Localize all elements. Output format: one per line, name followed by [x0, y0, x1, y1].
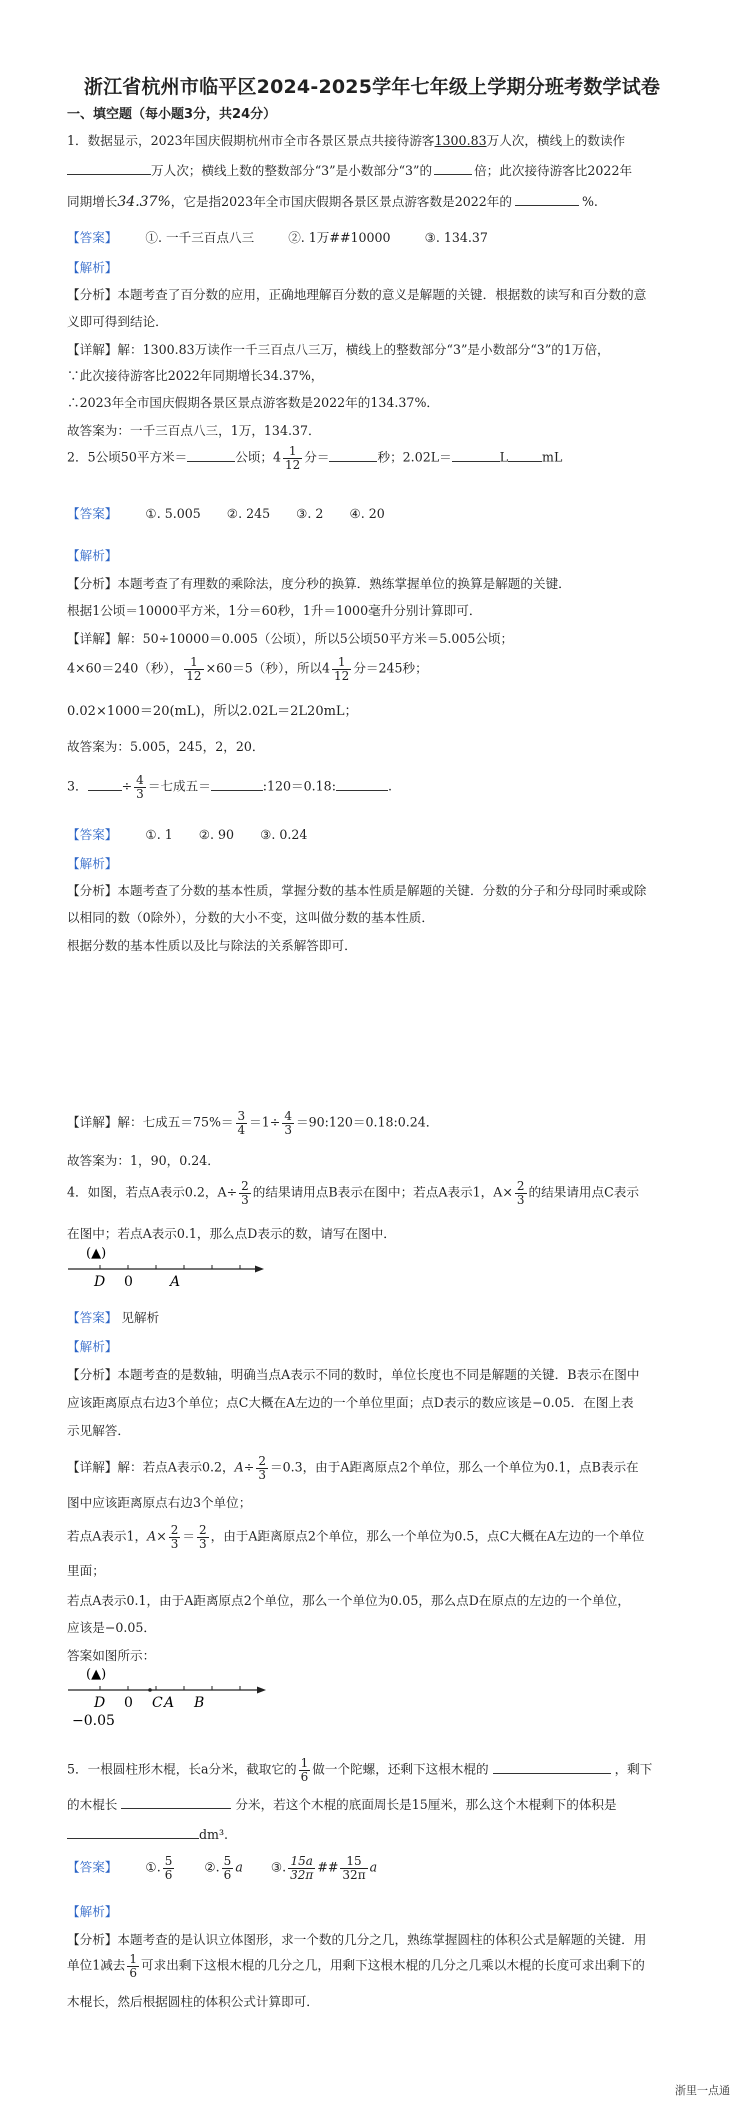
point-label-b: B	[194, 1695, 205, 1711]
q1-xiangjie-1: 【详解】解：1300.83万读作一千三百点八三万，横线上的整数部分“3”是小数部分“3”的1万倍，	[67, 342, 610, 357]
footer-brand: 浙里一点通	[675, 2084, 730, 2097]
number-line-answer	[60, 1663, 274, 1733]
negative-value-label: −0.05	[72, 1713, 115, 1729]
q2-answer: 【答案】 ①. 5.005 ②. 245 ③. 2 ④. 20	[67, 506, 385, 521]
fraction: $\frac{1}{6}$	[129, 1952, 138, 1980]
fraction: $\frac{5}{6}$	[223, 1854, 232, 1882]
q4-xiangjie-5: 若点A表示0.1，由于A距离原点2个单位，那么一个单位为0.05，那么点D在原点的左边的一个单位，	[67, 1593, 630, 1608]
q5-fenxi-2: 单位1减去 $\frac{1}{6}$ 可求出剩下这根木棍的几分之几，用剩下这根木棍的几分之几乘以木棍的长度可求出剩下的	[67, 1952, 645, 1980]
blank	[493, 1761, 611, 1774]
q2-fenxi: 【分析】本题考查了有理数的乘除法，度分秒的换算．熟练掌握单位的换算是解题的关键．	[67, 576, 571, 591]
fraction: $\frac{2}{3}$	[198, 1523, 207, 1551]
q4-analysis-label: 【解析】	[67, 1339, 118, 1354]
blank	[211, 778, 263, 791]
q1-fenxi-2: 义即可得到结论．	[67, 314, 168, 329]
q3-xiangjie-2: 故答案为：1，90，0.24．	[67, 1153, 220, 1168]
q5-fenxi-3: 木棍长，然后根据圆柱的体积公式计算即可．	[67, 1994, 319, 2009]
q1-line1: 1．数据显示，2023年国庆假期杭州市全市各景区景点共接待游客1300.83万人次，横线上的数读作	[67, 133, 626, 148]
q1-answer: 【答案】 ①. 一千三百点八三 ②. 1万##10000 ③. 134.37	[67, 230, 488, 245]
point-label-a: A	[170, 1274, 181, 1290]
q5-stem-2: 的木棍长 分米，若这个木棍的底面周长是15厘米，那么这个木棍剩下的体积是	[67, 1797, 617, 1812]
q2-stem: 2．5公顷50平方米＝ 公顷；4 $\frac{1}{12}$ 分＝ 秒；2.02L＝ L mL	[67, 444, 563, 472]
q2-xiangjie-3: 0.02×1000＝20(mL)，所以2.02L＝2L20mL；	[67, 704, 358, 719]
fraction: $\frac{15}{32\pi}$	[342, 1854, 366, 1882]
q4-fenxi-3: 示见解答．	[67, 1423, 130, 1438]
q1-fenxi-1: 【分析】本题考查了百分数的应用，正确地理解百分数的意义是解题的关键．根据数的读写和百分数的意	[67, 287, 647, 302]
q2-xiangjie-2: 4×60＝240（秒）， $\frac{1}{12}$ ×60＝5（秒），所以4 $\frac{1}{12}$ 分＝245秒；	[67, 655, 428, 683]
arrow-right-icon	[255, 1266, 264, 1273]
fraction: $\frac{1}{6}$	[300, 1756, 309, 1784]
q3-basis: 根据分数的基本性质以及比与除法的关系解答即可．	[67, 938, 357, 953]
q1-xiangjie-4: 故答案为：一千三百点八三，1万，134.37．	[67, 423, 321, 438]
blank	[121, 1796, 231, 1809]
q1-line2: 万人次；横线上数的整数部分“3”是小数部分“3”的 倍；此次接待游客比2022年	[67, 160, 632, 179]
fraction: $\frac{2}{3}$	[258, 1454, 266, 1482]
blank	[515, 193, 579, 206]
point-label-d: D	[94, 1274, 106, 1290]
section-heading: 一、填空题（每小题3分，共24分）	[67, 107, 277, 122]
fraction: $\frac{5}{6}$	[164, 1854, 173, 1882]
point-label-c: C	[152, 1695, 163, 1711]
q1-underlined-number: 1300.83	[434, 133, 487, 148]
number-line-question	[60, 1242, 270, 1292]
page-title: 浙江省杭州市临平区2024-2025学年七年级上学期分班考数学试卷	[83, 76, 661, 98]
point-c-dot	[148, 1688, 152, 1692]
q4-xiangjie-2: 图中应该距离原点右边3个单位；	[67, 1495, 252, 1510]
origin-label: 0	[124, 1695, 133, 1711]
q4-xiangjie-4: 里面；	[67, 1563, 105, 1578]
q2-analysis-label: 【解析】	[67, 548, 118, 563]
q4-stem-2: 在图中；若点A表示0.1，那么点D表示的数，请写在图中．	[67, 1226, 396, 1241]
blank	[67, 1826, 199, 1839]
blank	[187, 449, 235, 462]
q3-fenxi-1: 【分析】本题考查了分数的基本性质，掌握分数的基本性质是解题的关键．分数的分子和分母同时乘或除	[67, 883, 647, 898]
q1-line3: 同期增长34.37%，它是指2023年全市国庆假期各景区景点游客数是2022年的 %.	[67, 194, 598, 210]
q4-xiangjie-6: 应该是−0.05．	[67, 1620, 156, 1635]
blank	[434, 162, 472, 175]
q5-fenxi-1: 【分析】本题考查的是认识立体图形，求一个数的几分之几，熟练掌握圆柱的体积公式是解题的关键．用	[67, 1932, 647, 1947]
fraction: $\frac{4}{3}$	[136, 773, 144, 801]
q1-xiangjie-3: ∴2023年全市国庆假期各景区景点游客数是2022年的134.37%．	[67, 395, 440, 410]
fraction: $\frac{1}{12}$	[334, 655, 350, 683]
q2-basis: 根据1公顷＝10000平方米，1分＝60秒，1升＝1000毫升分别计算即可．	[67, 603, 482, 618]
q5-answer: 【答案】 ①. $\frac{5}{6}$ ②. $\frac{5}{6}$ a ③. $\frac{15a}{32\pi}$ ## $\frac{15}{32\pi}$ a	[67, 1854, 378, 1882]
q3-analysis-label: 【解析】	[67, 856, 118, 871]
q4-fenxi-1: 【分析】本题考查的是数轴，明确当点A表示不同的数时，单位长度也不同是解题的关键．B表示在图中	[67, 1367, 640, 1382]
arrow-right-icon	[257, 1687, 266, 1694]
q1-analysis-label: 【解析】	[67, 260, 118, 275]
fraction: $\frac{4}{3}$	[284, 1109, 292, 1137]
triangle-marker: (▲)	[86, 1246, 107, 1261]
q3-fenxi-2: 以相同的数（0除外），分数的大小不变，这叫做分数的基本性质．	[67, 910, 434, 925]
blank	[67, 162, 151, 175]
q1-xiangjie-2: ∵此次接待游客比2022年同期增长34.37%，	[67, 368, 324, 383]
blank	[452, 449, 500, 462]
q5-stem-3: dm³.	[67, 1826, 228, 1842]
q3-answer: 【答案】 ①. 1 ②. 90 ③. 0.24	[67, 827, 308, 842]
q4-xiangjie-1: 【详解】解：若点A表示0.2，A÷ $\frac{2}{3}$ ＝0.3，由于A距离原点2个单位，那么一个单位为0.1，点B表示在	[67, 1454, 639, 1482]
q2-xiangjie-1: 【详解】解：50÷10000＝0.005（公顷），所以5公顷50平方米＝5.005公顷；	[67, 631, 514, 646]
blank	[329, 449, 377, 462]
blank	[508, 449, 542, 462]
fraction: $\frac{15a}{32\pi}$	[290, 1854, 314, 1882]
point-label-d: D	[94, 1695, 106, 1711]
fraction: $\frac{2}{3}$	[241, 1179, 249, 1207]
triangle-marker: (▲)	[86, 1667, 107, 1682]
q3-stem: 3． ÷ $\frac{4}{3}$ ＝七成五＝ :120＝0.18: .	[67, 773, 392, 801]
q4-xiangjie-7: 答案如图所示：	[67, 1648, 156, 1663]
fraction: $\frac{3}{4}$	[237, 1109, 246, 1137]
q5-stem-1: 5．一根圆柱形木棍，长a分米，截取它的 $\frac{1}{6}$ 做一个陀螺，还剩下这根木棍的 ，剩下	[67, 1756, 653, 1784]
q4-answer: 【答案】 见解析	[67, 1310, 160, 1325]
q4-stem-1: 4．如图，若点A表示0.2，A÷ $\frac{2}{3}$ 的结果请用点B表示在图中；若点A表示1，A× $\frac{2}{3}$ 的结果请用点C表示	[67, 1179, 639, 1207]
origin-label: 0	[124, 1274, 133, 1290]
q5-analysis-label: 【解析】	[67, 1904, 118, 1919]
point-label-a: A	[164, 1695, 175, 1711]
blank	[88, 778, 122, 791]
fraction: $\frac{1}{12}$	[285, 444, 301, 472]
q4-fenxi-2: 应该距离原点右边3个单位；点C大概在A左边的一个单位里面；点D表示的数应该是−0.05．在图上表	[67, 1395, 634, 1410]
q3-xiangjie-1: 【详解】解：七成五＝75%＝ $\frac{3}{4}$ ＝1÷ $\frac{4}{3}$ ＝90:120＝0.18:0.24．	[67, 1109, 439, 1137]
q4-xiangjie-3: 若点A表示1，A× $\frac{2}{3}$ ＝ $\frac{2}{3}$ ，由于A距离原点2个单位，那么一个单位为0.5，点C大概在A左边的一个单位	[67, 1523, 645, 1551]
fraction: $\frac{2}{3}$	[516, 1179, 525, 1207]
blank	[336, 778, 388, 791]
fraction: $\frac{2}{3}$	[170, 1523, 179, 1551]
fraction: $\frac{1}{12}$	[186, 655, 202, 683]
q2-xiangjie-4: 故答案为：5.005，245，2，20．	[67, 739, 265, 754]
